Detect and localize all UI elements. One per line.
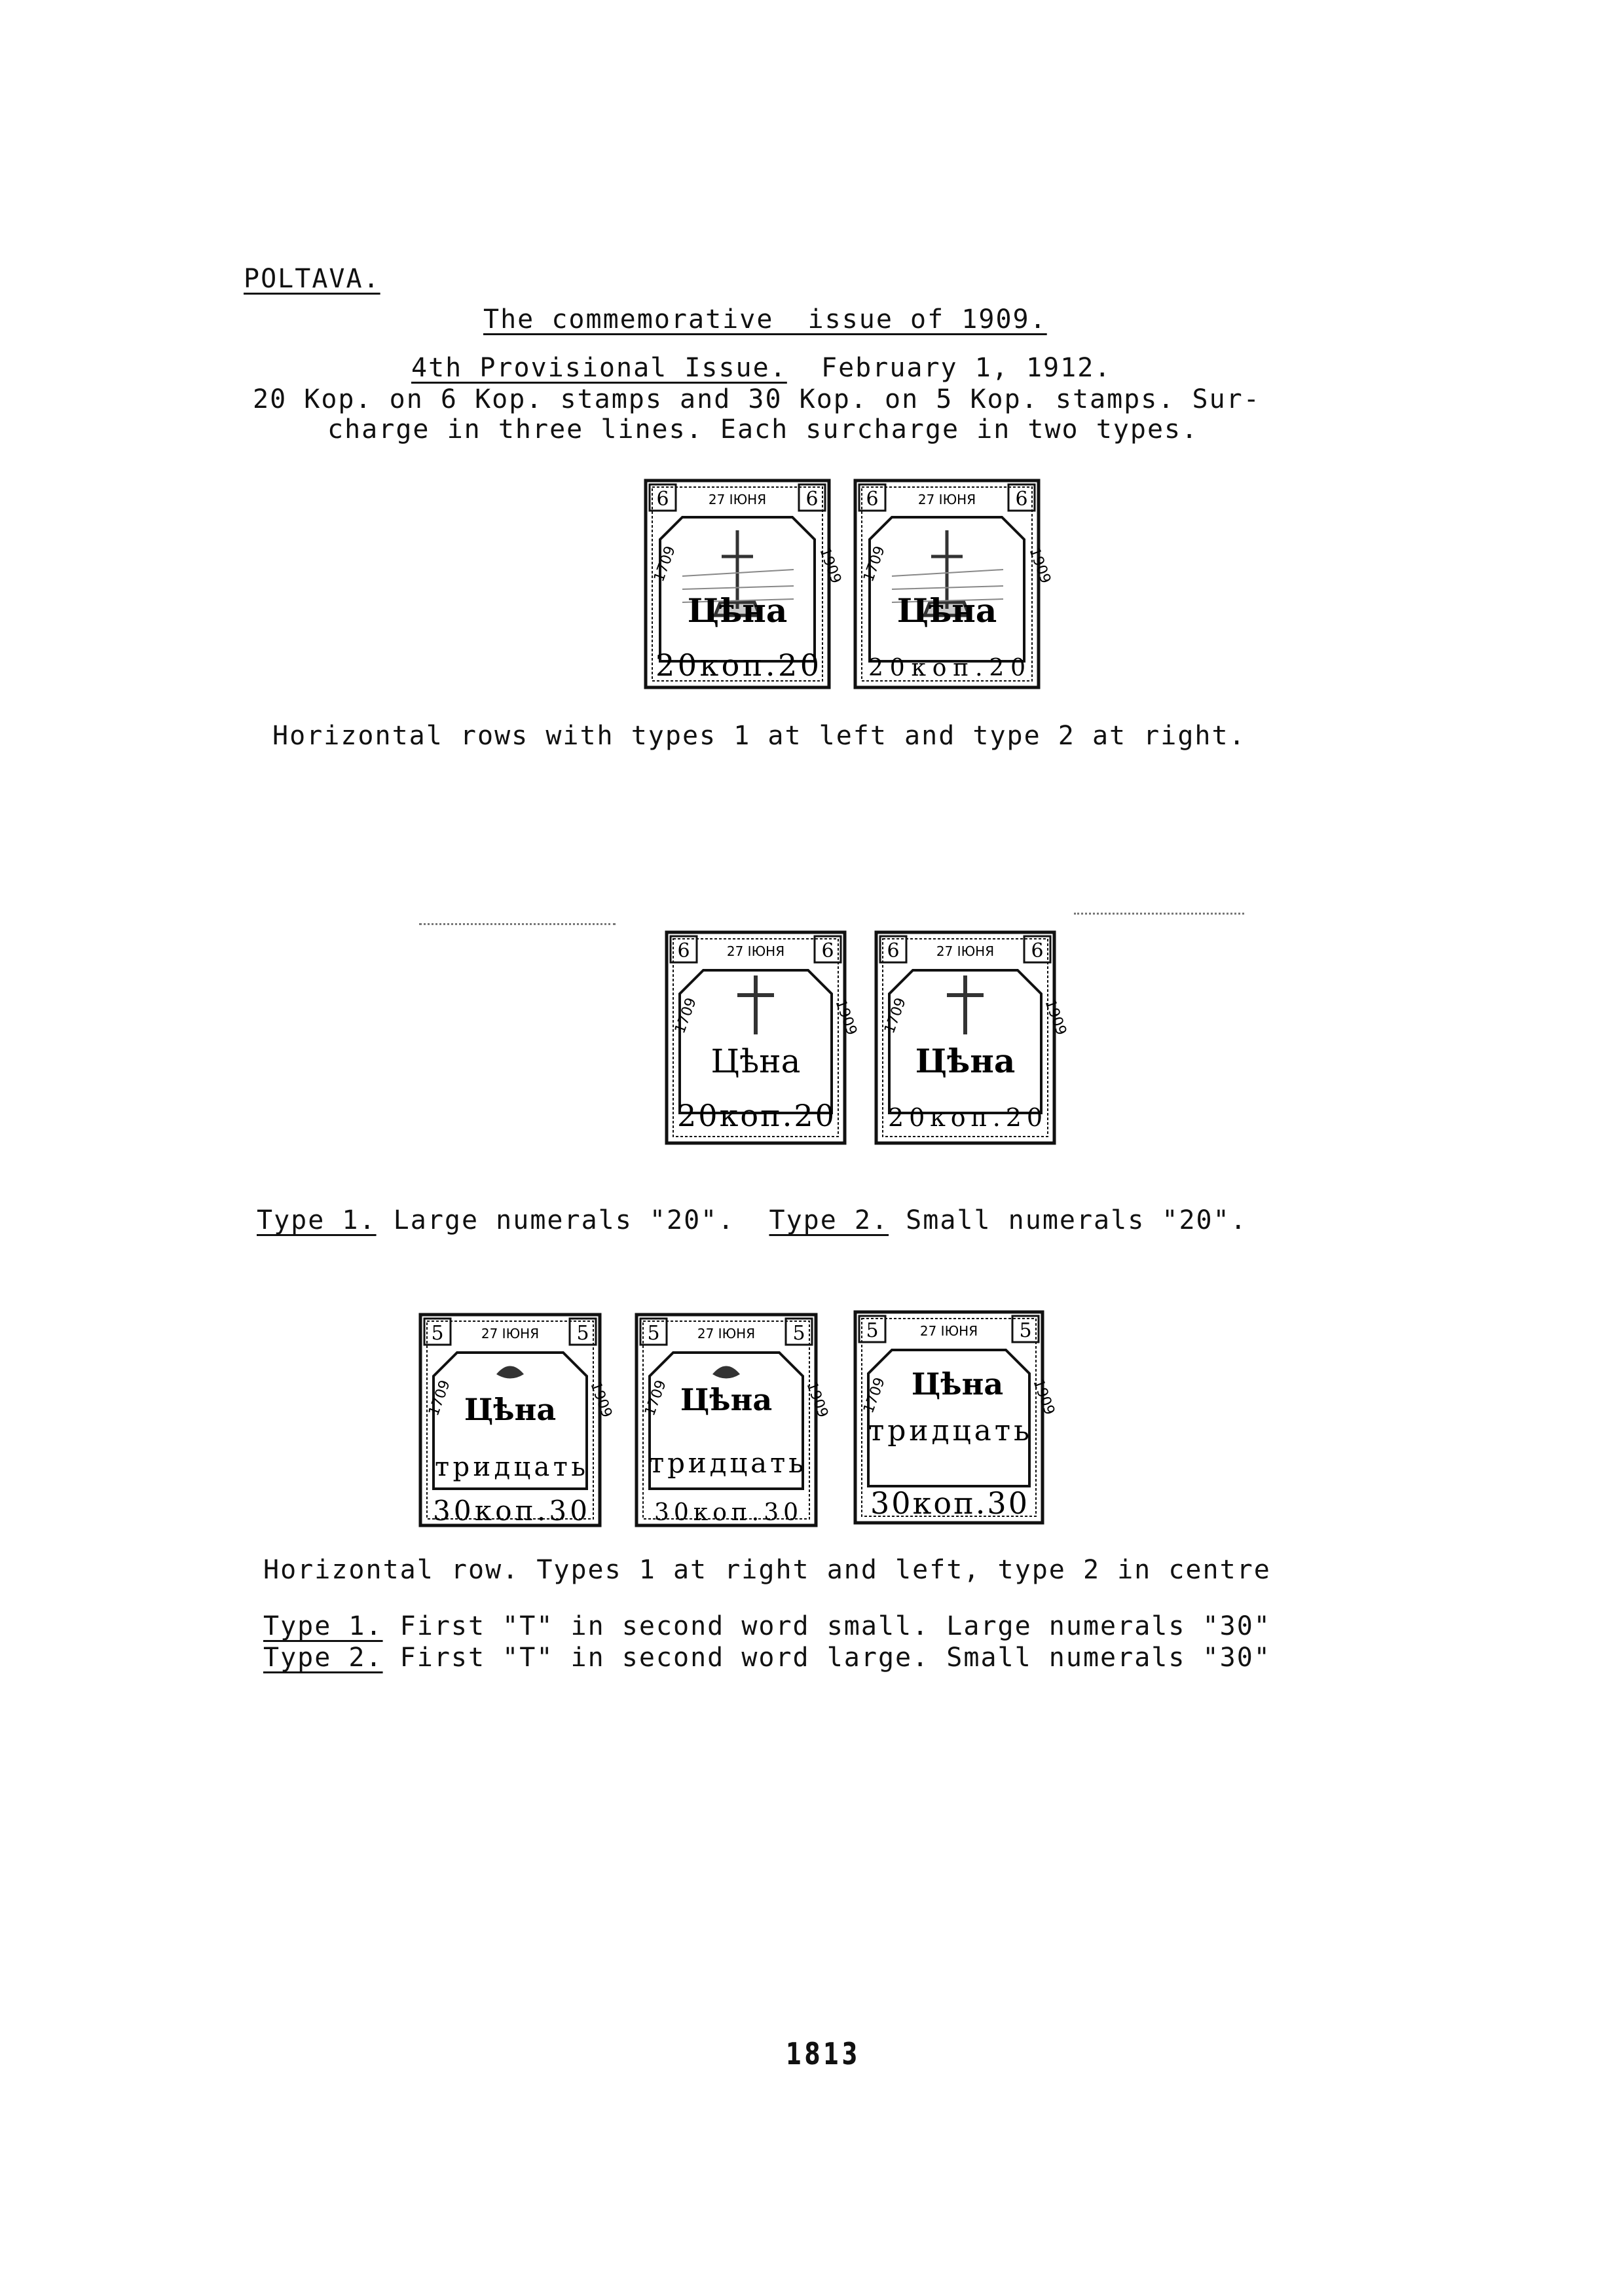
year-right: 1909 (803, 1379, 832, 1420)
caption-row-30: Horizontal row. Types 1 at right and left, type 2 in centre (263, 1555, 1271, 1585)
stamp-row3-centre-type2 (634, 1312, 832, 1528)
stamp-row2-type2 (874, 930, 1070, 1146)
stamp-row3-left-type1 (418, 1312, 616, 1528)
year-right: 1909 (1025, 545, 1054, 586)
stamp-row3-right-type1 (853, 1309, 1058, 1525)
stamp-image (418, 1312, 616, 1528)
corner-value: 6 (677, 939, 690, 962)
corner-value: 6 (866, 488, 879, 511)
corner-value: 6 (1031, 939, 1044, 962)
year-left: 1709 (860, 543, 889, 585)
surcharge-value: 20коп.20 (655, 647, 819, 683)
surcharge-word: Цѣна (687, 591, 788, 630)
year-left: 1709 (642, 1377, 670, 1419)
surcharge-word: Цѣна (896, 591, 997, 630)
type2-label: Type 2. (263, 1643, 383, 1673)
stamp-row1-type1 (643, 478, 845, 690)
subheading: The commemorative issue of 1909. (483, 304, 1047, 335)
date-band: 27 ІЮНЯ (936, 943, 995, 959)
corner-value: 5 (866, 1319, 879, 1342)
stamp-image (634, 1312, 832, 1528)
corner-value: 6 (656, 488, 669, 511)
surcharge-value: 30коп.30 (433, 1495, 587, 1527)
surcharge-word: Цѣна (464, 1392, 557, 1427)
type2-text: First "T" in second word large. Small numerals "30" (399, 1643, 1271, 1673)
corner-value: 6 (887, 939, 900, 962)
year-left: 1709 (426, 1377, 454, 1419)
stamp-image (853, 1309, 1058, 1525)
year-right: 1909 (1041, 997, 1070, 1038)
stamp-image (874, 930, 1070, 1146)
date-band: 27 ІЮНЯ (708, 492, 767, 507)
scan-mark (419, 923, 616, 925)
types-20-line (257, 1206, 1247, 1235)
surcharge-word: Цѣна (915, 1042, 1016, 1080)
surcharge-value: 20коп.20 (677, 1098, 834, 1133)
stamp-image (853, 478, 1054, 690)
date-band: 27 ІЮНЯ (917, 492, 976, 507)
corner-value: 5 (647, 1322, 660, 1345)
surcharge-word: Цѣна (911, 1366, 1004, 1402)
page-number: 1813 (786, 2036, 861, 2071)
surcharge-value: 30коп.30 (870, 1485, 1027, 1521)
issue-date: February 1, 1912. (821, 353, 1112, 383)
surcharge-value: 30коп.30 (654, 1499, 798, 1526)
year-right: 1909 (587, 1379, 616, 1420)
surcharge-30-word: тридцать (649, 1447, 803, 1479)
corner-value: 6 (805, 488, 819, 511)
date-band: 27 ІЮНЯ (726, 943, 785, 959)
year-left: 1709 (881, 995, 910, 1036)
year-left: 1709 (860, 1375, 889, 1416)
year-left: 1709 (672, 995, 700, 1036)
corner-value: 5 (431, 1322, 444, 1345)
year-right: 1909 (832, 997, 860, 1038)
date-band: 27 ІЮНЯ (481, 1326, 540, 1341)
stamp-row2-type1 (664, 930, 860, 1146)
corner-value: 5 (1019, 1319, 1032, 1342)
date-band: 27 ІЮНЯ (919, 1323, 978, 1339)
type2-text: Small numerals "20". (906, 1205, 1247, 1235)
issue-line (411, 354, 1111, 382)
surcharge-value: 20коп.20 (868, 655, 1025, 682)
type1-text: First "T" in second word small. Large numerals "30" (399, 1611, 1271, 1641)
issue-name: 4th Provisional Issue. (411, 353, 787, 383)
surcharge-word: Цѣна (680, 1382, 773, 1417)
corner-value: 5 (576, 1322, 589, 1345)
corner-value: 5 (792, 1322, 805, 1345)
year-right: 1909 (1029, 1377, 1058, 1417)
date-band: 27 ІЮНЯ (697, 1326, 756, 1341)
surcharge-word: Цѣна (710, 1042, 801, 1080)
caption-rows-20: Horizontal rows with types 1 at left and type 2 at right. (272, 721, 1246, 751)
stamp-row1-type2 (853, 478, 1054, 690)
type1-30-line (263, 1612, 1271, 1641)
scan-mark (1074, 913, 1244, 915)
surcharge-30-word: тридцать (435, 1452, 585, 1482)
surcharge-30-word: тридцать (868, 1414, 1029, 1448)
corner-value: 6 (1015, 488, 1028, 511)
page-heading: POLTAVA. (244, 264, 380, 294)
surcharge-value: 20коп.20 (888, 1103, 1043, 1132)
year-left: 1709 (651, 543, 679, 585)
description-line-2: charge in three lines. Each surcharge in two types. (327, 414, 1199, 445)
type1-label: Type 1. (263, 1611, 383, 1641)
type1-label: Type 1. (257, 1205, 377, 1235)
type2-30-line (263, 1643, 1271, 1672)
stamp-image (643, 478, 845, 690)
description-line-1: 20 Kop. on 6 Kop. stamps and 30 Kop. on 5 Kop. stamps. Sur- (253, 384, 1261, 414)
corner-value: 6 (821, 939, 834, 962)
stamp-image (664, 930, 860, 1146)
type2-label: Type 2. (769, 1205, 889, 1235)
year-right: 1909 (816, 545, 845, 586)
type1-text: Large numerals "20". (393, 1205, 735, 1235)
